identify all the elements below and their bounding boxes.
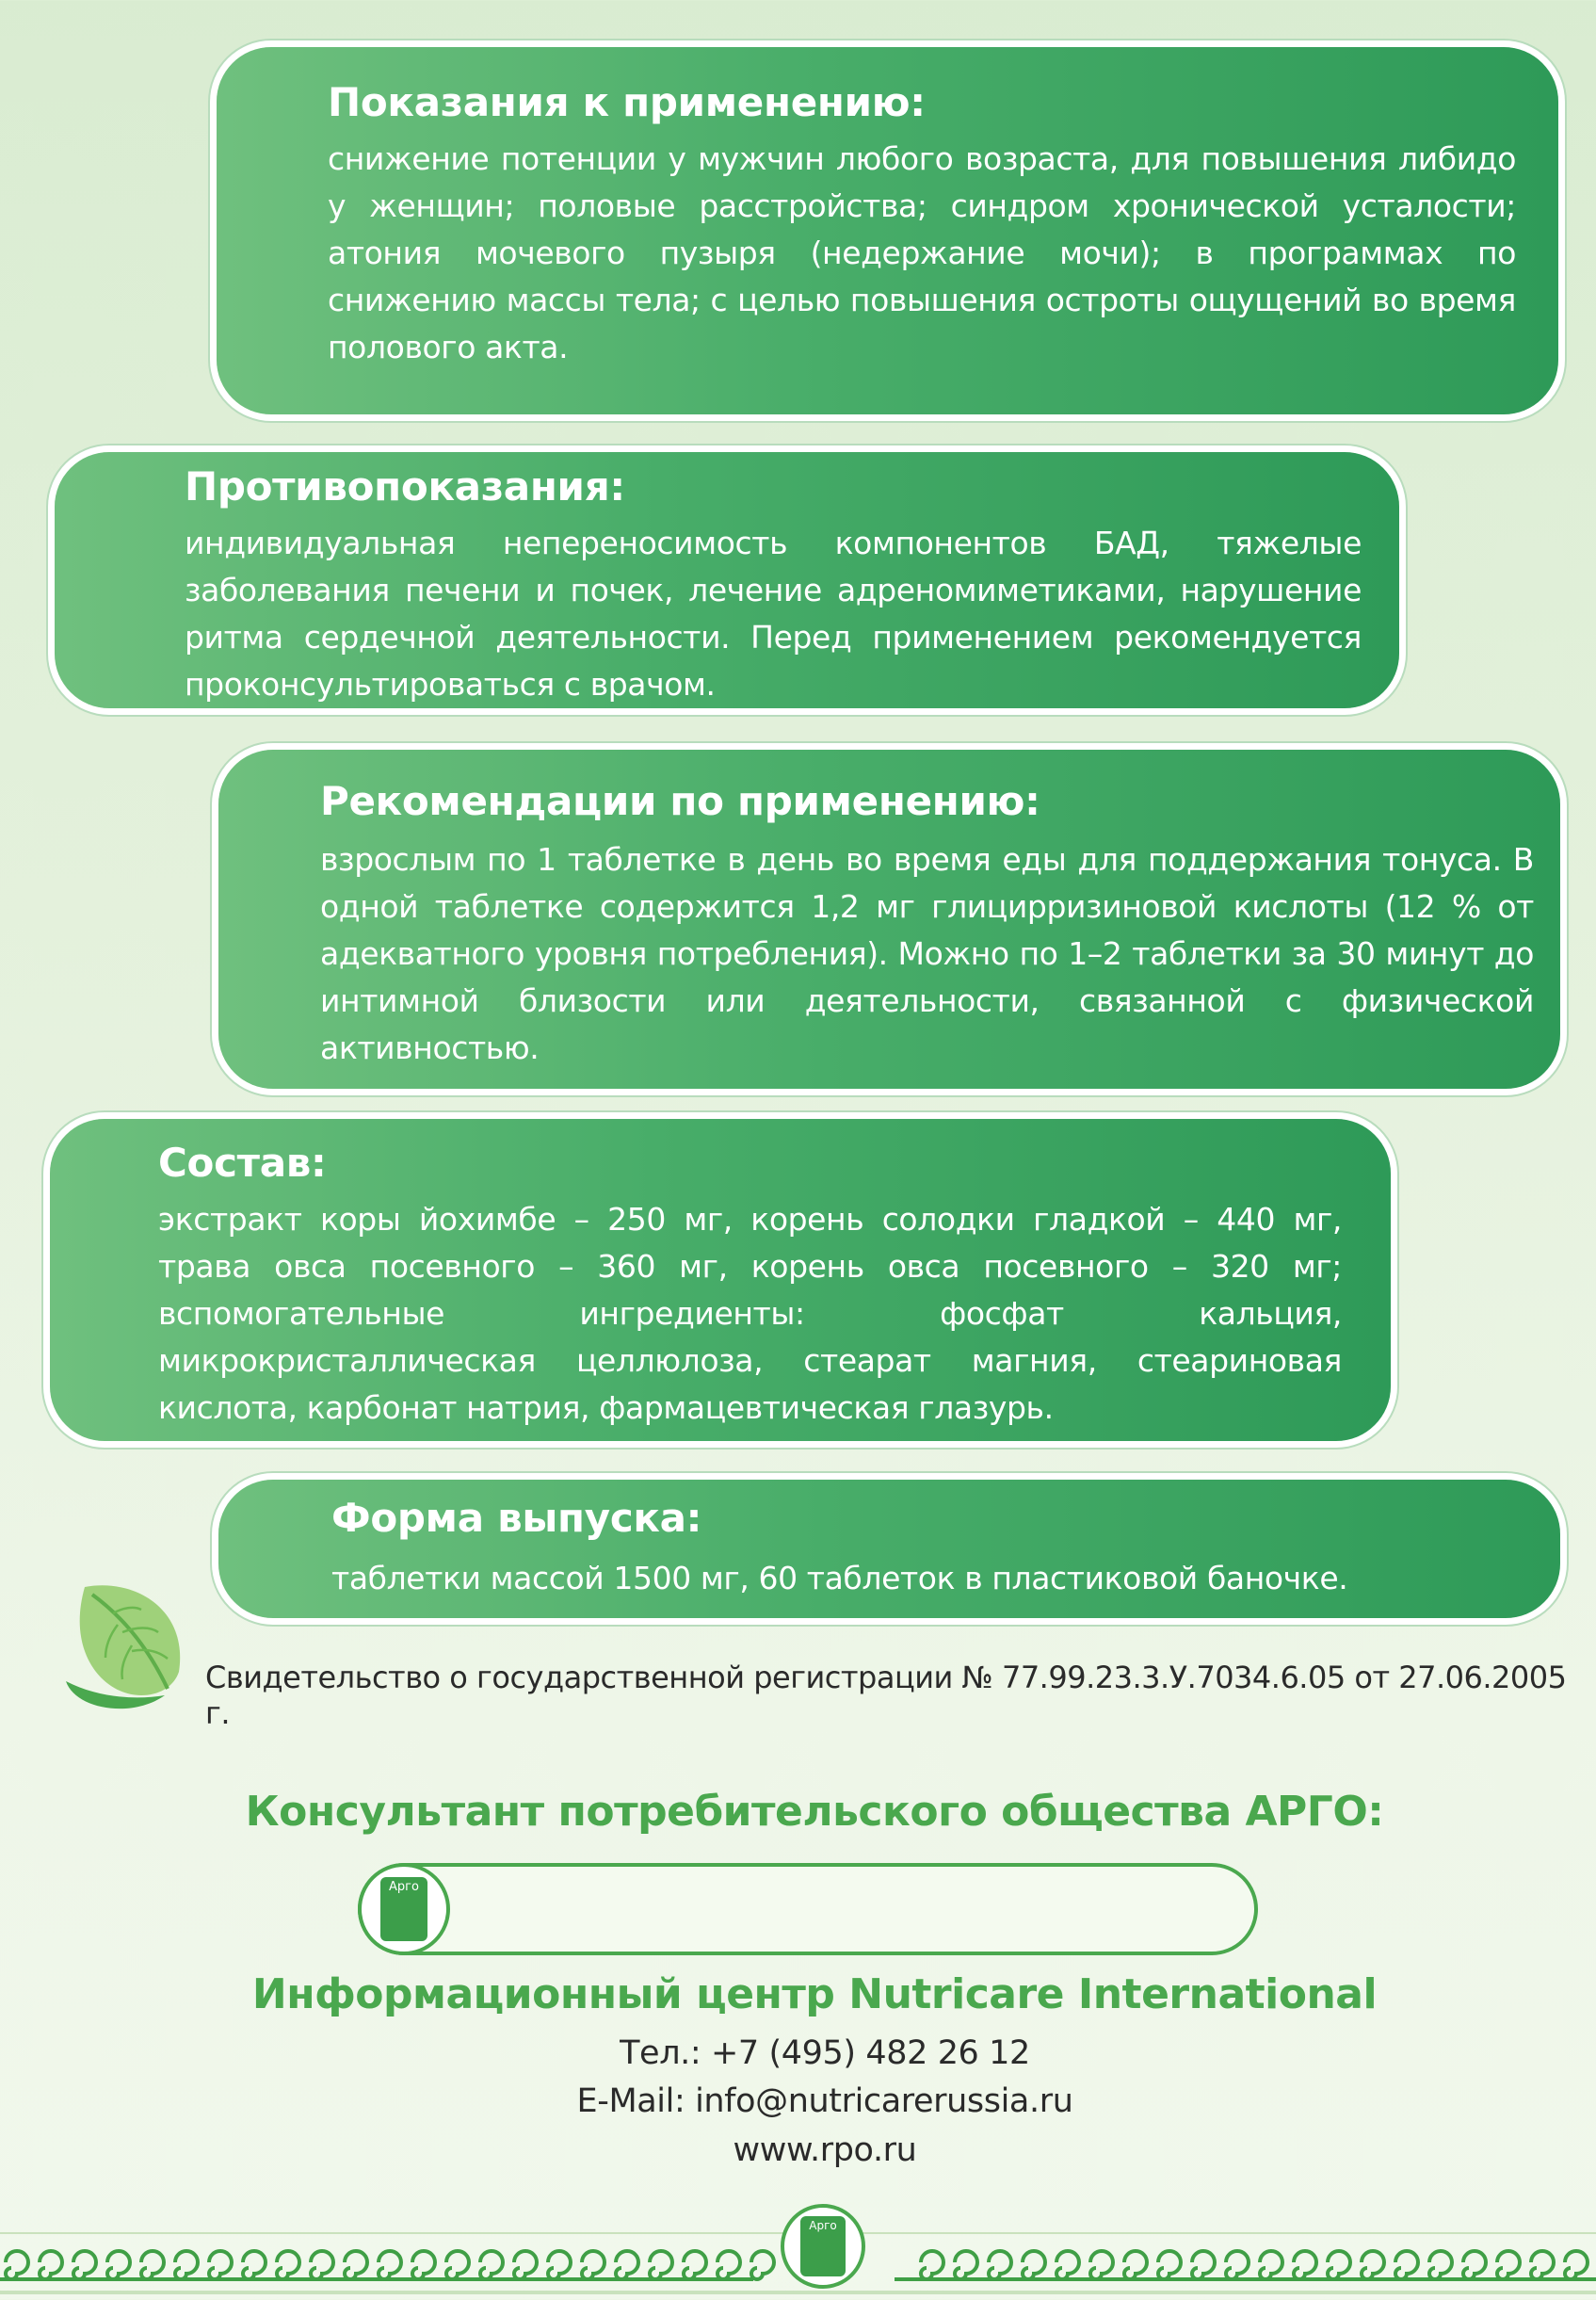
release-form-title: Форма выпуска: (331, 1495, 702, 1541)
recommendations-text: взрослым по 1 таблетке в день во время еды для поддержания тонуса. В одной таблетке содержится 1,2 мг глицирризиновой кислоты (12 % от адекватного уровня потребления). Можно по 1–2 таблетки за 30 минут до интимной близости или деятельности, связанной с физической активностью. (320, 841, 1534, 1067)
argo-logo-text: Арго (380, 1877, 427, 1941)
recommendations-title: Рекомендации по применению: (320, 778, 1040, 824)
info-center-title: Информационный центр Nutricare International (251, 1970, 1378, 2018)
footer-argo-logo (781, 2204, 865, 2289)
indications-text: снижение потенции у мужчин любого возраста, для повышения либидо у женщин; половые расстройства; синдром хронической усталости; атония мочевого пузыря (недержание мочи); в программах по снижению массы тела; с целью повышения остроты ощущений во время полового акта. (328, 140, 1516, 366)
phone-number: Тел.: +7 (495) 482 26 12 (620, 2034, 1030, 2072)
registration-certificate: Свидетельство о государственной регистрации № 77.99.23.3.У.7034.6.05 от 27.06.2005 г. (205, 1660, 1567, 1731)
release-form-text: таблетки массой 1500 мг, 60 таблеток в пластиковой баночке. (331, 1560, 1348, 1597)
recommendations-panel (218, 750, 1560, 1089)
footer-logo-text: Арго (800, 2216, 846, 2276)
consultant-stamp-box (358, 1863, 1258, 1955)
composition-title: Состав: (158, 1140, 327, 1186)
leaf-icon (47, 1568, 198, 1719)
contraindications-title: Противопоказания: (185, 463, 625, 510)
contraindications-panel (55, 452, 1399, 708)
composition-text: экстракт коры йохимбе – 250 мг, корень солодки гладкой – 440 мг, трава овса посевного – 360 мг, корень овса посевного – 320 мг; вспомогательные ингредиенты: фосфат кальция, микрокристаллическая целлюлоза, стеарат магния, стеариновая кислота, карбонат натрия, фармацевтическая глазурь. (158, 1201, 1342, 1427)
contraindications-text: индивидуальная непереносимость компонентов БАД, тяжелые заболевания печени и почек, лечение адреномиметиками, нарушение ритма сердечной деятельности. Перед применением рекомендуется проконсультироваться с врачом. (185, 525, 1362, 704)
composition-panel (50, 1119, 1391, 1441)
website-link[interactable]: www.rpo.ru (733, 2131, 917, 2169)
consultant-title: Консультант потребительского общества АРГО: (245, 1788, 1384, 1836)
email-address[interactable]: E-Mail: info@nutricarerussia.ru (576, 2082, 1073, 2120)
indications-panel (217, 47, 1558, 414)
argo-logo (358, 1863, 450, 1955)
release-form-panel (218, 1480, 1560, 1618)
indications-title: Показания к применению: (328, 79, 926, 125)
